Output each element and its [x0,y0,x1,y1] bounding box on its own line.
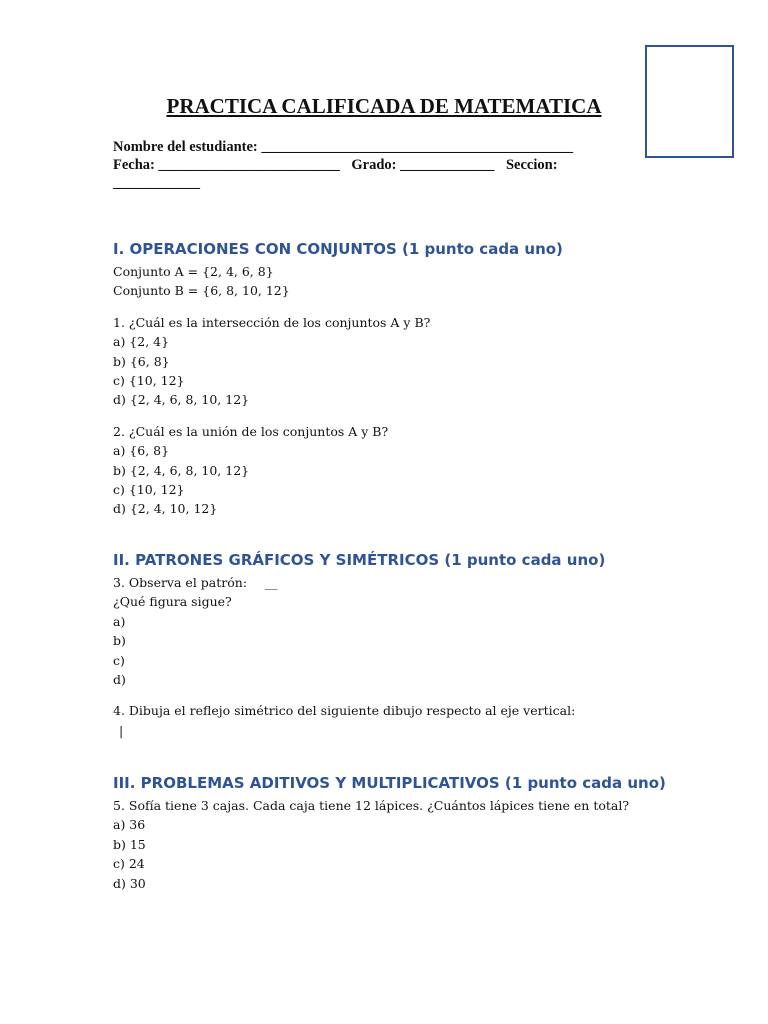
question-3-subquestion: ¿Qué figura sigue? [113,594,232,610]
question-2-option-d: d) {2, 4, 10, 12} [113,501,218,517]
question-5-option-c: c) 24 [113,856,145,872]
section-line: Seccion: [505,157,558,173]
question-1-option-b: b) {6, 8} [113,353,170,369]
question-5-option-b: b) 15 [113,836,146,852]
set-b: Conjunto B = {6, 8, 10, 12} [113,283,290,299]
section-heading-problems: III. PROBLEMAS ADITIVOS Y MULTIPLICATIVOS (1 punto cada uno) [113,774,666,792]
symmetry-axis: | [119,722,124,738]
question-1-option-d: d) {2, 4, 6, 8, 10, 12} [113,392,250,408]
question-5: 5. Sofía tiene 3 cajas. Cada caja tiene 12 lápices. ¿Cuántos lápices tiene en total? [113,798,630,813]
section-heading-patterns: II. PATRONES GRÁFICOS Y SIMÉTRICOS (1 punto cada uno) [113,551,606,569]
question-5-option-a: a) 36 [113,817,146,833]
question-1-option-c: c) {10, 12} [113,373,185,389]
date-line: Fecha: _________________________ [113,157,340,173]
page-title: PRACTICA CALIFICADA DE MATEMATICA [166,94,602,118]
question-3 [113,573,713,592]
date-grade-section-line [113,156,613,174]
question-4: 4. Dibuja el reflejo simétrico del siguiente dibujo respecto al eje vertical: [113,703,576,719]
question-3-option-b: b) [113,633,126,649]
question-2: 2. ¿Cuál es la unión de los conjuntos A y B? [113,423,389,439]
name-line: Nombre del estudiante: ___________________________________________ [113,139,574,155]
question-3-option-c: c) [113,652,125,668]
question-2-option-b: b) {2, 4, 6, 8, 10, 12} [113,462,250,478]
section-blank: ____________ [113,175,200,191]
grade-line: Grado: _____________ [351,157,495,173]
question-1-option-a: a) {2, 4} [113,334,170,350]
question-3-option-d: d) [113,672,126,688]
question-2-option-a: a) {6, 8} [113,443,170,459]
section-problems [113,774,713,893]
question-5-option-d: d) 30 [113,875,146,891]
question-3-text: 3. Observa el patrón: [113,575,248,590]
set-a: Conjunto A = {2, 4, 6, 8} [113,264,274,279]
question-3-option-a: a) [113,613,126,629]
question-3-blank: __ [265,575,278,590]
section-sets [113,240,713,519]
section-patterns [113,551,713,740]
section-heading-sets: I. OPERACIONES CON CONJUNTOS (1 punto cada uno) [113,240,563,258]
question-2-option-c: c) {10, 12} [113,482,185,498]
question-1: 1. ¿Cuál es la intersección de los conjuntos A y B? [113,314,431,330]
student-info [113,138,613,192]
